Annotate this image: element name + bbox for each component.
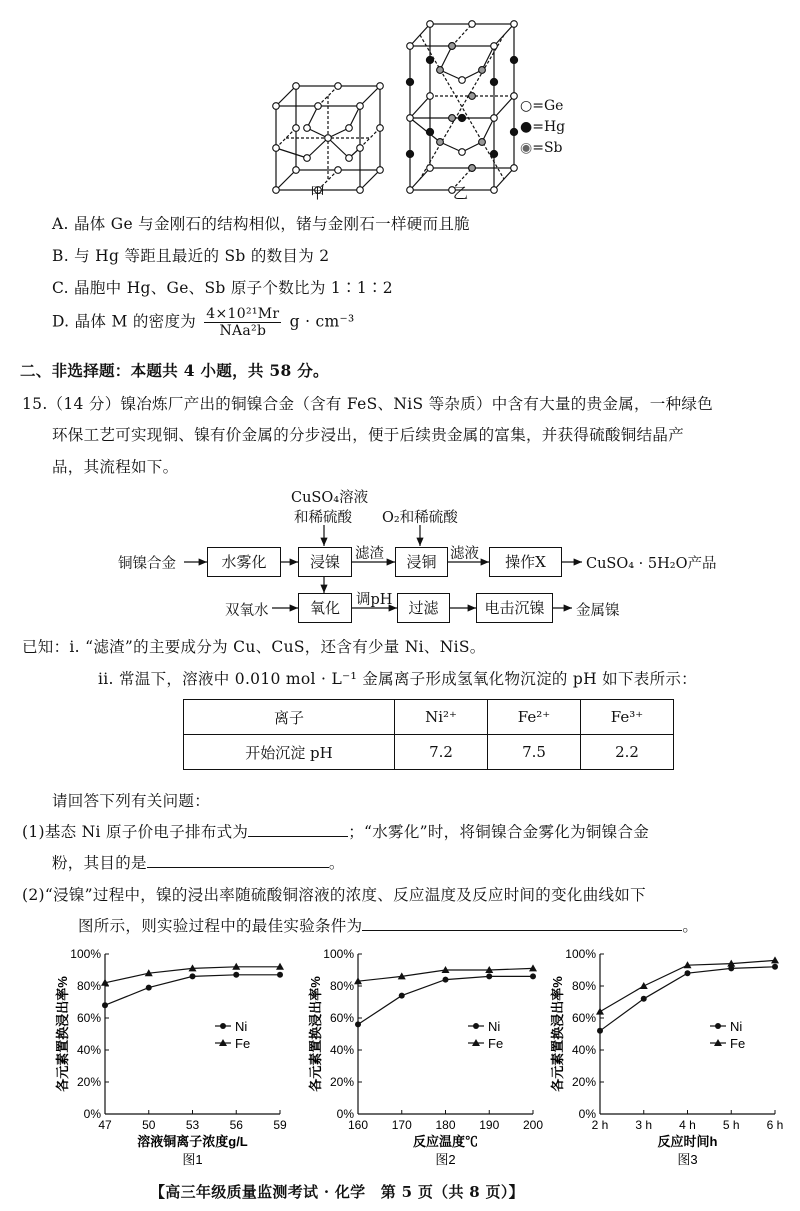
q15-line1: 15.（14 分）镍冶炼厂产出的铜镍合金（含有 FeS、NiS 等杂质）中含有大量的贵金属，一种绿色	[22, 395, 713, 413]
section-heading: 二、非选择题：本题共 4 小题，共 58 分。	[20, 361, 329, 380]
crystal-legend	[520, 96, 565, 159]
y-tick-label: 20%	[571, 1075, 596, 1089]
chart-title: 图2	[435, 1152, 456, 1167]
data-point-ni	[399, 993, 405, 999]
data-point-ni	[641, 996, 647, 1002]
data-point-ni	[685, 970, 691, 976]
chart-1	[45, 938, 295, 1168]
page-footer: 【高三年级质量监测考试 · 化学 第 5 页（共 8 页）】	[150, 1183, 524, 1201]
legend-label: Fe	[488, 1036, 504, 1051]
y-tick-label: 20%	[76, 1075, 101, 1089]
y-tick-label: 20%	[329, 1075, 354, 1089]
x-tick-label: 6 h	[766, 1118, 784, 1132]
chart-title: 图3	[677, 1152, 698, 1167]
x-tick-label: 47	[98, 1118, 112, 1132]
flow-box-leach-ni: 浸镍	[298, 547, 352, 577]
series-line-ni	[358, 976, 533, 1024]
flow-arrow-ph: 调pH	[356, 592, 393, 608]
option-b: B. 与 Hg 等距且最近的 Sb 的数目为 2	[52, 247, 330, 265]
density-fraction: $\frac{\text{4×10²¹Mr}}{\text{NAa²b}}$	[206, 306, 280, 339]
y-tick-label: 80%	[76, 979, 101, 993]
chart-title: 图1	[182, 1152, 203, 1167]
x-axis-label: 反应时间h	[657, 1134, 718, 1149]
y-axis-label: 各元素置换浸出率%	[308, 976, 323, 1092]
table-cell: Ni²⁺	[395, 700, 488, 735]
y-tick-label: 100%	[565, 947, 596, 961]
table-cell: 离子	[184, 700, 395, 735]
table-cell: Fe²⁺	[488, 700, 581, 735]
legend-label: Ni	[730, 1019, 743, 1034]
precipitation-table	[183, 699, 674, 770]
x-tick-label: 170	[391, 1118, 412, 1132]
legend-sb: ◉=Sb	[520, 140, 563, 156]
data-point-ni	[530, 973, 536, 979]
legend-ge: ○=Ge	[520, 98, 564, 114]
x-tick-label: 3 h	[635, 1118, 653, 1132]
data-point-fe	[596, 1008, 604, 1015]
y-axis-label: 各元素置换浸出率%	[55, 976, 70, 1092]
answer-blank-3	[362, 916, 682, 931]
answer-blank-2	[147, 853, 329, 868]
option-a: A. 晶体 Ge 与金刚石的结构相似，锗与金刚石一样硬而且脆	[52, 215, 470, 233]
x-tick-label: 200	[522, 1118, 544, 1132]
flow-reagent-o2: O₂和稀硫酸	[382, 510, 458, 526]
known-i: 已知：i. “滤渣”的主要成分为 Cu、CuS，还含有少量 Ni、NiS。	[22, 638, 486, 656]
flow-reagent-h2o2: 双氧水	[225, 603, 269, 619]
y-tick-label: 40%	[571, 1043, 596, 1057]
y-axis-label: 各元素置换浸出率%	[550, 976, 565, 1092]
x-tick-label: 160	[347, 1118, 369, 1132]
y-tick-label: 60%	[76, 1011, 101, 1025]
x-tick-label: 190	[479, 1118, 500, 1132]
flow-box-electro: 电击沉镍	[476, 593, 553, 623]
table-cell: 开始沉淀 pH	[184, 735, 395, 770]
y-tick-label: 0%	[83, 1107, 101, 1121]
flow-start: 铜镍合金	[118, 556, 176, 572]
x-tick-label: 56	[229, 1118, 243, 1132]
x-axis-label: 溶液铜离子浓度g/L	[137, 1134, 248, 1149]
y-tick-label: 100%	[70, 947, 101, 961]
data-point-ni	[486, 973, 492, 979]
answer-blank-1	[248, 822, 348, 837]
q15-line2: 环保工艺可实现铜、镍有价金属的分步浸出，便于后续贵金属的富集，并获得硫酸铜结晶产	[52, 426, 685, 444]
q2-line2: 图所示，则实验过程中的最佳实验条件为 。	[78, 917, 699, 935]
data-point-ni	[190, 973, 196, 979]
flow-box-filter: 过滤	[397, 593, 450, 623]
data-point-fe	[529, 964, 537, 971]
legend-marker-circle	[220, 1023, 226, 1029]
flow-arrow-residue: 滤渣	[355, 546, 384, 562]
q15-line3: 品，其流程如下。	[52, 458, 179, 476]
flow-box-atomize: 水雾化	[207, 547, 281, 577]
option-d: D. 晶体 M 的密度为 $\frac{\text{4×10²¹Mr}}{\text{NAa²b}}$ g · cm⁻³	[52, 306, 355, 339]
legend-marker-circle	[715, 1023, 721, 1029]
y-tick-label: 100%	[323, 947, 354, 961]
legend-hg: ●=Hg	[520, 119, 566, 135]
series-line-ni	[600, 967, 775, 1031]
x-tick-label: 4 h	[679, 1118, 696, 1132]
data-point-fe	[640, 982, 648, 989]
y-tick-label: 40%	[76, 1043, 101, 1057]
chart-3	[540, 938, 790, 1168]
legend-marker-circle	[473, 1023, 479, 1029]
q1-line1: (1)基态 Ni 原子价电子排布式为 ；“水雾化”时，将铜镍合金雾化为铜镍合金	[22, 823, 650, 841]
flow-reagent-acid: 和稀硫酸	[294, 510, 352, 526]
flow-box-oxidize: 氧化	[298, 593, 352, 623]
data-point-ni	[277, 972, 283, 978]
data-point-ni	[146, 985, 152, 991]
x-tick-label: 53	[185, 1118, 200, 1132]
data-point-fe	[771, 956, 779, 963]
legend-label: Fe	[235, 1036, 251, 1051]
data-point-ni	[233, 972, 239, 978]
table-cell: 2.2	[581, 735, 674, 770]
y-tick-label: 0%	[336, 1107, 354, 1121]
legend-label: Fe	[730, 1036, 746, 1051]
data-point-ni	[597, 1028, 603, 1034]
flow-product: CuSO₄ · 5H₂O产品	[586, 556, 717, 572]
table-cell: 7.2	[395, 735, 488, 770]
x-tick-label: 180	[435, 1118, 456, 1132]
q2-line1: (2)“浸镍”过程中，镍的浸出率随硫酸铜溶液的浓度、反应温度及反应时间的变化曲线如下	[22, 886, 646, 904]
table-row	[184, 735, 674, 770]
table-cell: 7.5	[488, 735, 581, 770]
x-tick-label: 5 h	[722, 1118, 740, 1132]
flow-box-leach-cu: 浸铜	[395, 547, 448, 577]
option-c: C. 晶胞中 Hg、Ge、Sb 原子个数比为 1∶1∶2	[52, 279, 393, 297]
known-ii: ii. 常温下，溶液中 0.010 mol · L⁻¹ 金属离子形成氢氧化物沉淀的 pH 如下表所示：	[98, 670, 697, 688]
q1-line2: 粉，其目的是 。	[52, 854, 345, 872]
table-row	[184, 700, 674, 735]
y-tick-label: 60%	[329, 1011, 354, 1025]
flow-final: 金属镍	[576, 603, 620, 619]
crystal-yi-cell	[410, 24, 514, 190]
data-point-ni	[102, 1002, 108, 1008]
data-point-ni	[355, 1021, 361, 1027]
questions-intro: 请回答下列有关问题：	[52, 792, 211, 810]
data-point-ni	[772, 964, 778, 970]
flow-box-operation-x: 操作X	[489, 547, 562, 577]
y-tick-label: 80%	[571, 979, 596, 993]
y-tick-label: 60%	[571, 1011, 596, 1025]
crystal-yi-label: 乙	[453, 184, 469, 202]
crystal-jia-label: 甲	[310, 184, 326, 202]
data-point-ni	[443, 977, 449, 983]
y-tick-label: 0%	[578, 1107, 596, 1121]
x-tick-label: 50	[142, 1118, 156, 1132]
legend-label: Ni	[235, 1019, 248, 1034]
x-tick-label: 59	[273, 1118, 287, 1132]
y-tick-label: 80%	[329, 979, 354, 993]
flow-reagent-cuso4: CuSO₄溶液	[291, 490, 369, 506]
flow-arrow-filtrate: 滤液	[450, 546, 479, 562]
x-tick-label: 2 h	[591, 1118, 609, 1132]
x-axis-label: 反应温度℃	[412, 1134, 479, 1149]
chart-2	[298, 938, 548, 1168]
table-cell: Fe³⁺	[581, 700, 674, 735]
legend-label: Ni	[488, 1019, 501, 1034]
y-tick-label: 40%	[329, 1043, 354, 1057]
